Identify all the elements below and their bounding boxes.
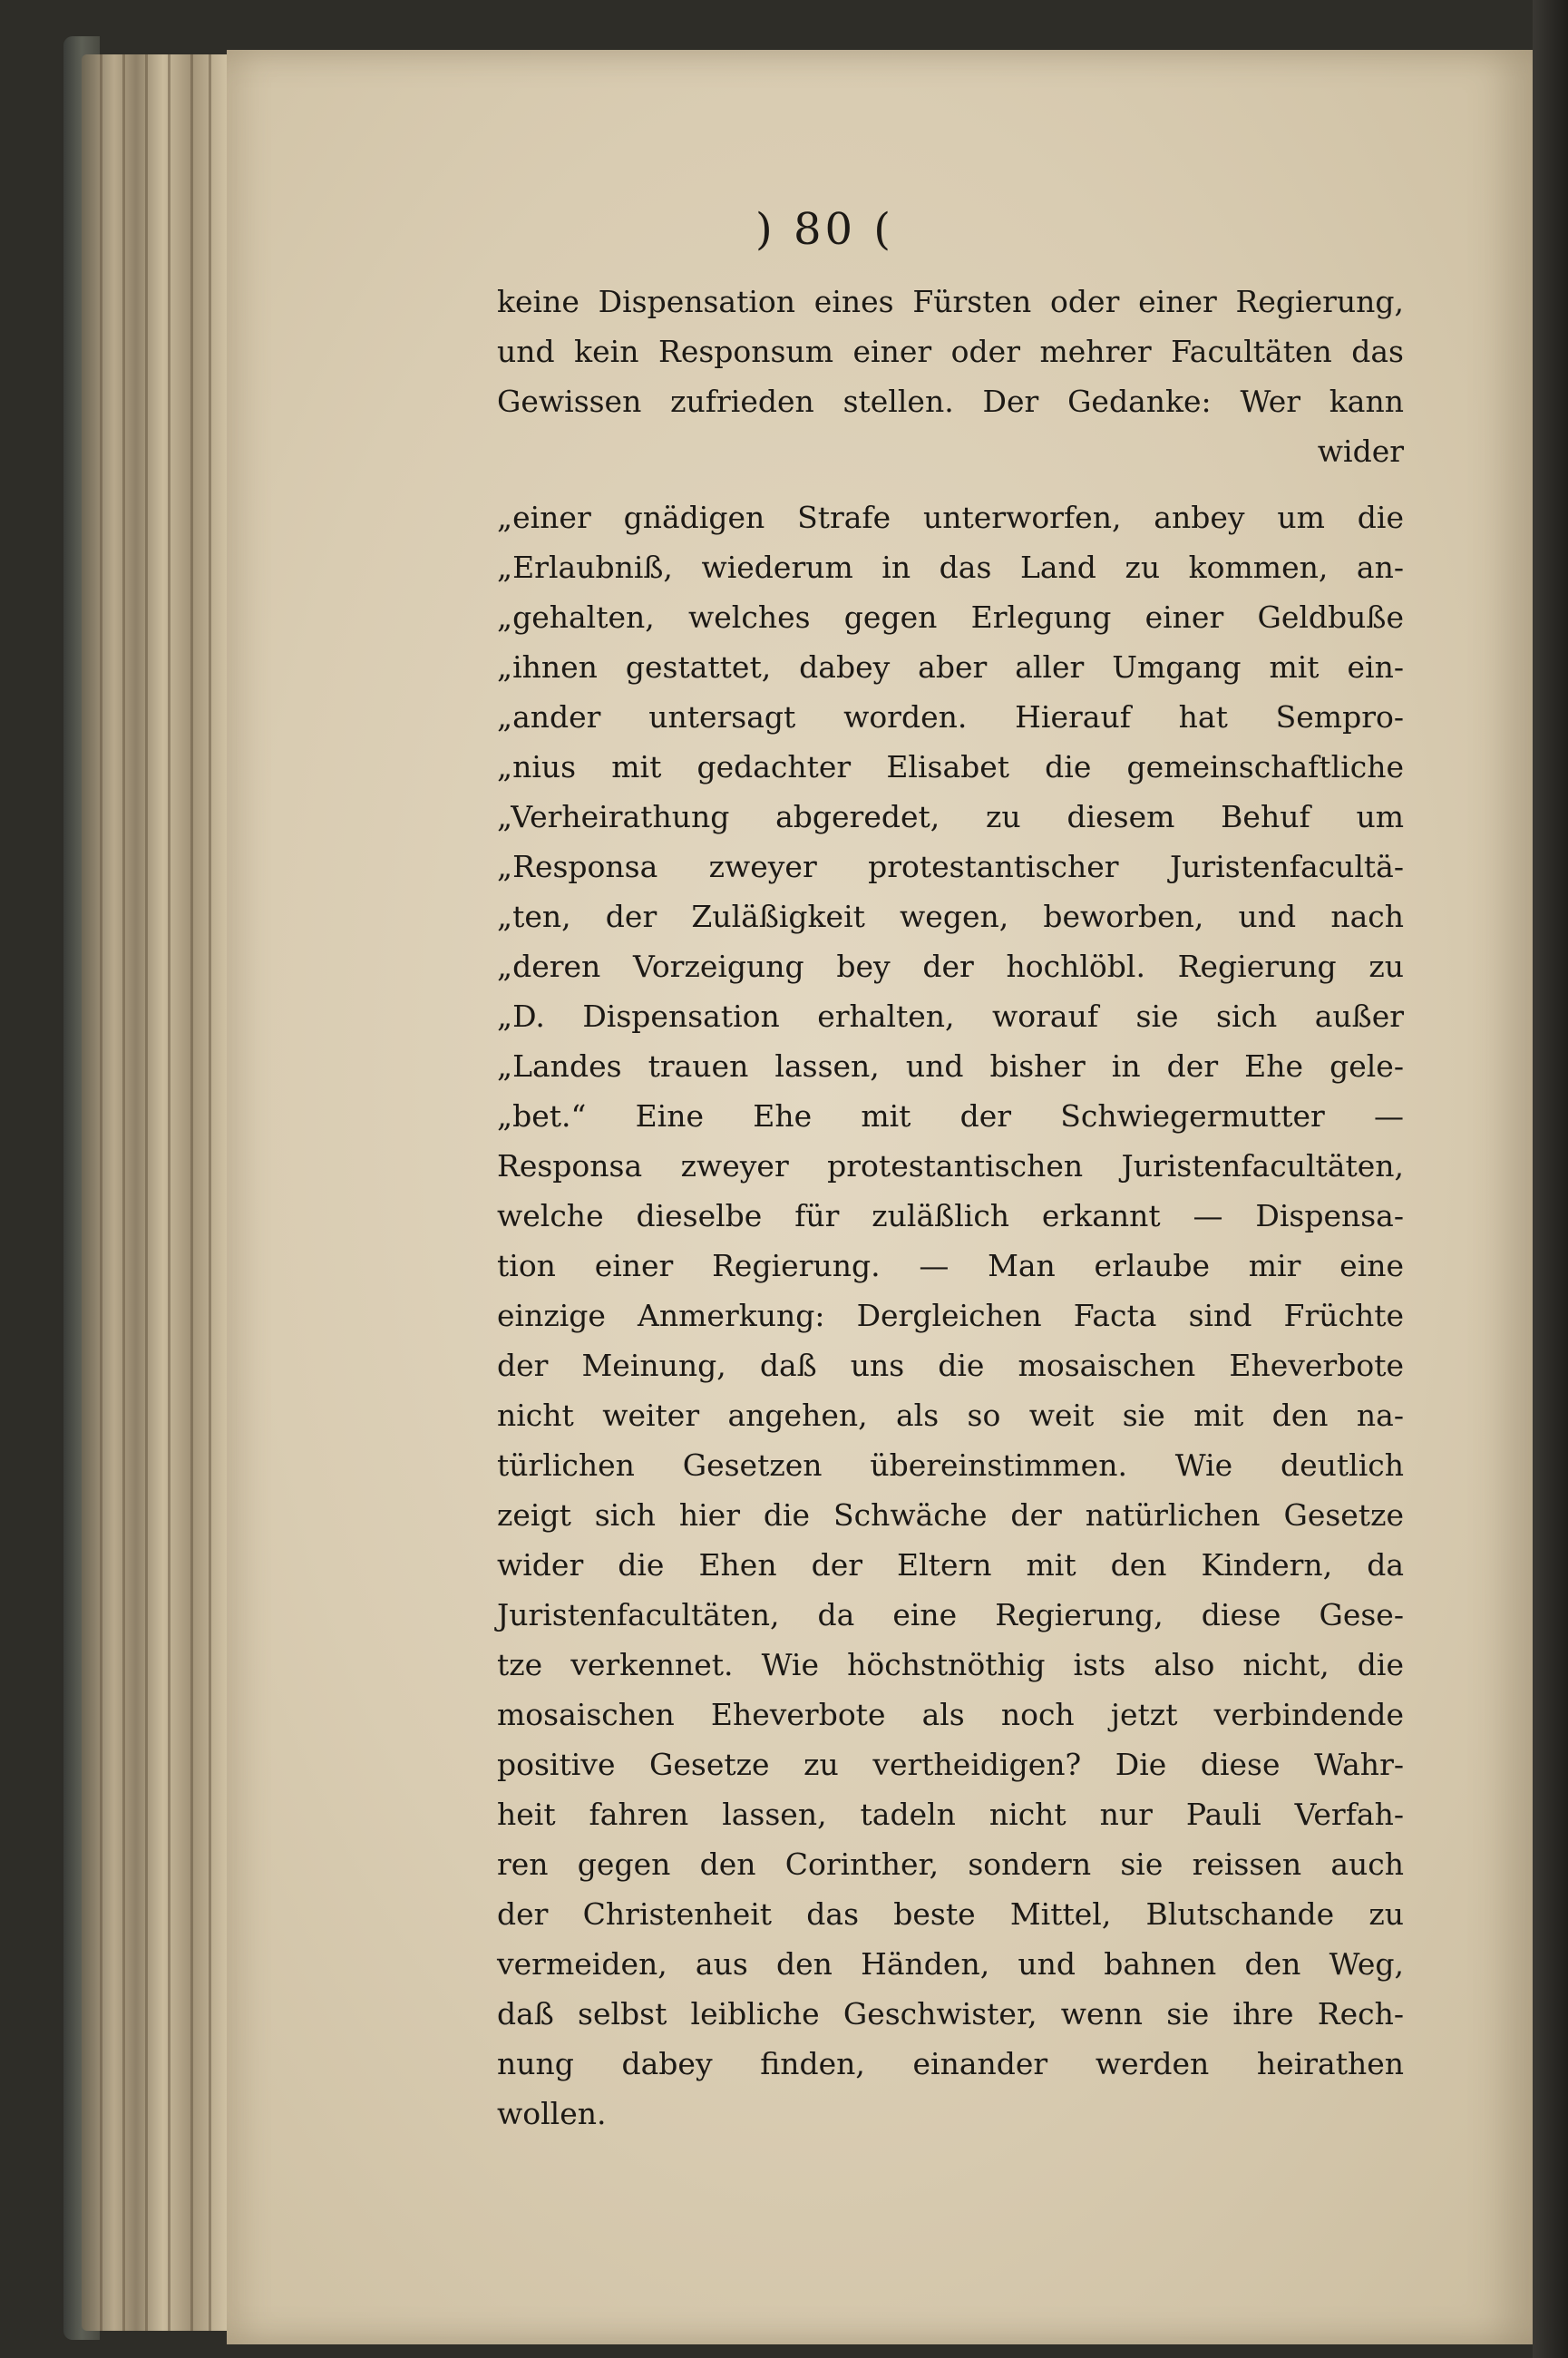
text-line: „Responsa zweyer protestantischer Juristenfacultä- — [497, 849, 1404, 884]
text-line: Responsa zweyer protestantischen Juristenfacultäten, — [497, 1148, 1404, 1184]
text-line: tze verkennet. Wie höchstnöthig ists also nicht, die — [497, 1647, 1404, 1682]
text-line: welche dieselbe für zuläßlich erkannt — Dispensa- — [497, 1198, 1404, 1233]
text-line: positive Gesetze zu vertheidigen? Die diese Wahr- — [497, 1747, 1404, 1782]
text-line: der Christenheit das beste Mittel, Blutschande zu — [497, 1896, 1404, 1932]
text-line: heit fahren lassen, tadeln nicht nur Pauli Verfah- — [497, 1797, 1404, 1832]
text-line: keine Dispensation eines Fürsten oder einer Regierung, — [497, 284, 1404, 319]
text-line: „gehalten, welches gegen Erlegung einer Geldbuße — [497, 599, 1404, 635]
page-body — [497, 277, 1404, 2139]
text-line: „deren Vorzeigung bey der hochlöbl. Regierung zu — [497, 949, 1404, 984]
text-line: wider die Ehen der Eltern mit den Kindern, da — [497, 1547, 1404, 1583]
text-line: der Meinung, daß uns die mosaischen Eheverbote — [497, 1348, 1404, 1383]
text-line: und kein Responsum einer oder mehrer Facultäten das — [497, 334, 1404, 369]
text-line: zeigt sich hier die Schwäche der natürlichen Gesetze — [497, 1497, 1404, 1533]
text-line: „Landes trauen lassen, und bisher in der Ehe gele- — [497, 1048, 1404, 1084]
text-line: einzige Anmerkung: Dergleichen Facta sind Früchte — [497, 1298, 1404, 1333]
text-line: Gewissen zufrieden stellen. Der Gedanke: Wer kann — [497, 384, 1404, 419]
text-line: mosaischen Eheverbote als noch jetzt verbindende — [497, 1697, 1404, 1732]
text-line: vermeiden, aus den Händen, und bahnen den Weg, — [497, 1946, 1404, 1982]
text-line: wollen. — [497, 2096, 607, 2131]
facing-page-edge — [1533, 0, 1568, 2358]
text-line: „Verheirathung abgeredet, zu diesem Behuf um — [497, 799, 1404, 834]
text-line: „ihnen gestattet, dabey aber aller Umgang mit ein- — [497, 649, 1404, 685]
text-line: tion einer Regierung. — Man erlaube mir eine — [497, 1248, 1404, 1283]
text-line: nicht weiter angehen, als so weit sie mit den na- — [497, 1398, 1404, 1433]
page-number: ) 80 ( — [755, 204, 895, 255]
text-line: „einer gnädigen Strafe unterworfen, anbey um die — [497, 500, 1404, 535]
text-line: „ander untersagt worden. Hierauf hat Sempro- — [497, 699, 1404, 735]
text-line: „nius mit gedachter Elisabet die gemeinschaftliche — [497, 749, 1404, 784]
text-line: daß selbst leibliche Geschwister, wenn sie ihre Rech- — [497, 1996, 1404, 2032]
text-line: türlichen Gesetzen übereinstimmen. Wie deutlich — [497, 1447, 1404, 1483]
text-line: „Erlaubniß, wiederum in das Land zu kommen, an- — [497, 550, 1404, 585]
text-line: nung dabey finden, einander werden heirathen — [497, 2046, 1404, 2081]
text-line: Juristenfacultäten, da eine Regierung, diese Gese- — [497, 1597, 1404, 1632]
catchword: wider — [1317, 434, 1404, 469]
text-line: „bet.“ Eine Ehe mit der Schwiegermutter — — [497, 1098, 1404, 1134]
text-line: „ten, der Zuläßigkeit wegen, beworben, und nach — [497, 899, 1404, 934]
text-line: „D. Dispensation erhalten, worauf sie sich außer — [497, 999, 1404, 1034]
text-line: ren gegen den Corinther, sondern sie reissen auch — [497, 1846, 1404, 1882]
quoted-passage — [497, 492, 1404, 2139]
